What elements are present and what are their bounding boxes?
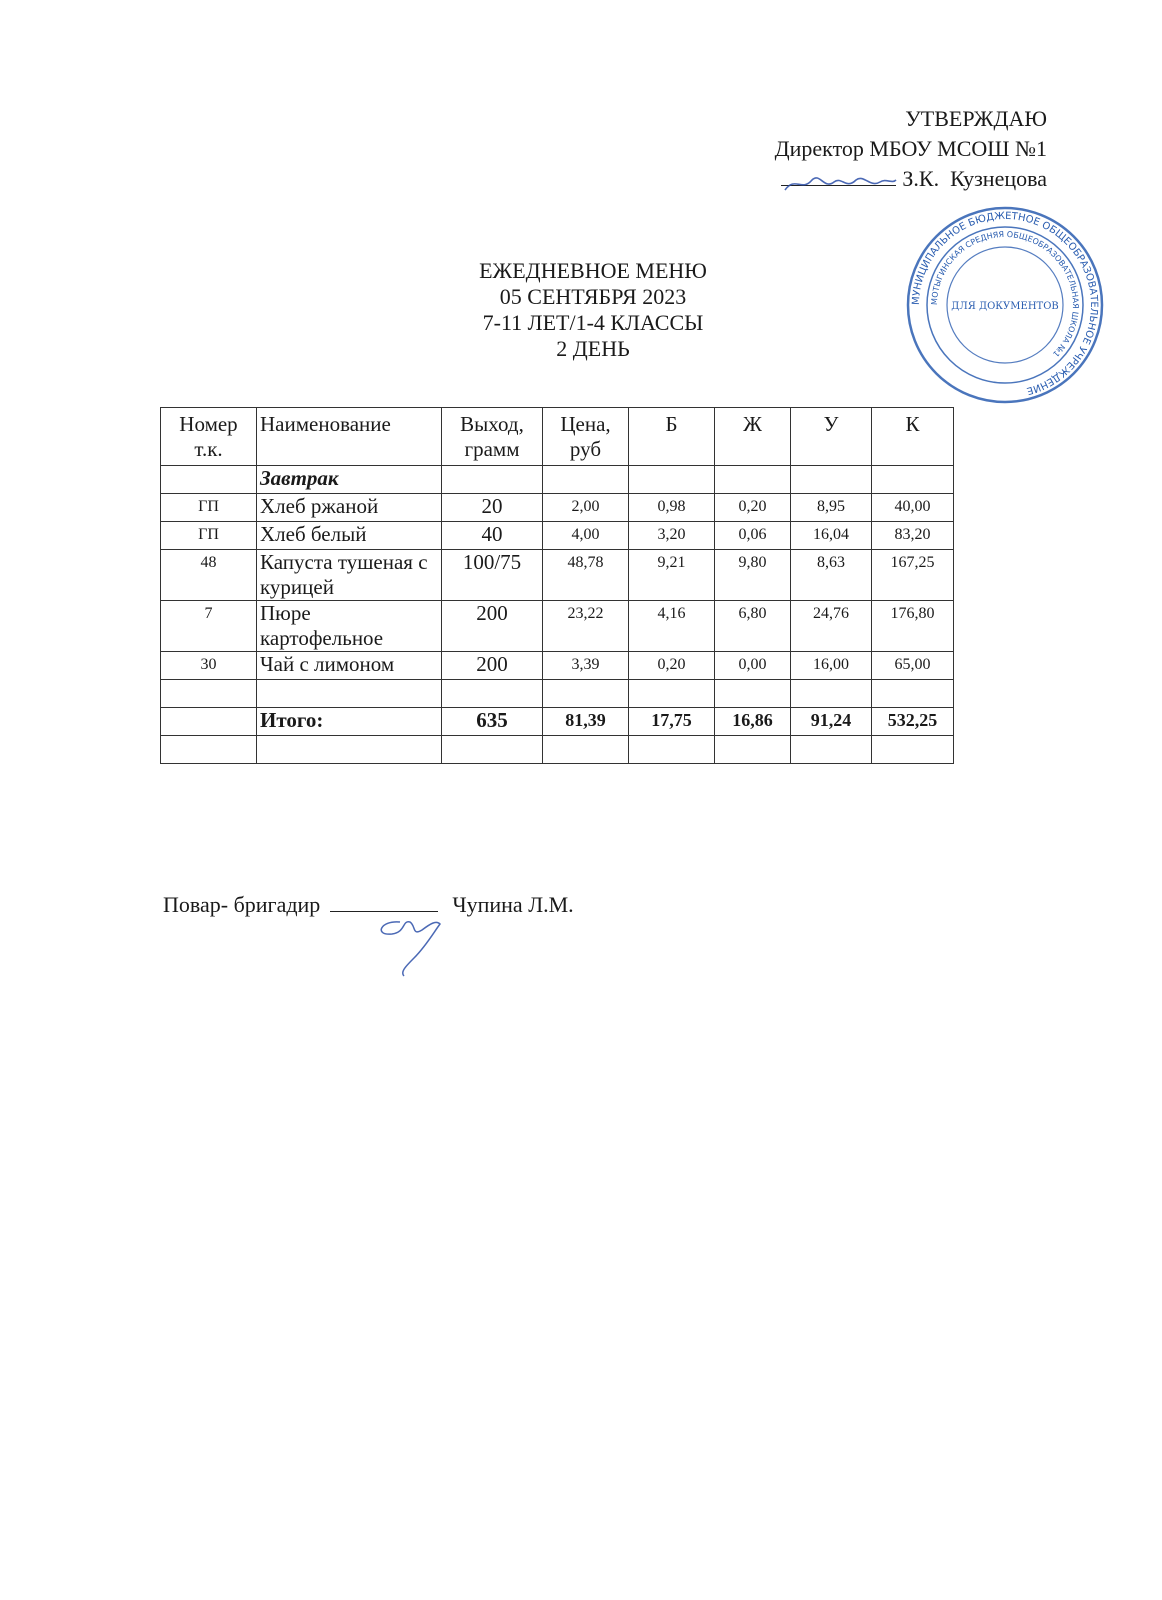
approval-name: З.К. Кузнецова [902,166,1047,191]
item-price: 3,39 [543,652,629,680]
item-carbs: 8,95 [791,494,872,522]
item-protein: 0,20 [629,652,715,680]
item-protein: 3,20 [629,522,715,550]
item-fat: 6,80 [715,601,791,652]
menu-title: ЕЖЕДНЕВНОЕ МЕНЮ [479,258,707,283]
item-weight: 40 [442,522,543,550]
empty-row [161,680,954,708]
item-kcal: 167,25 [872,550,954,601]
item-price: 4,00 [543,522,629,550]
item-kcal: 65,00 [872,652,954,680]
table-row [161,550,954,601]
col-header-name: Наименование [257,408,442,466]
item-kcal: 40,00 [872,494,954,522]
item-weight: 20 [442,494,543,522]
total-protein: 17,75 [629,708,715,736]
item-price: 2,00 [543,494,629,522]
cook-role: Повар- бригадир [163,892,321,917]
section-row [161,466,954,494]
item-fat: 0,00 [715,652,791,680]
col-header-number: Номер т.к. [161,408,257,466]
table-row [161,601,954,652]
total-row [161,708,954,736]
item-name: Хлеб белый [257,522,442,550]
approval-position: Директор МБОУ МСОШ №1 [774,136,1047,161]
item-weight: 100/75 [442,550,543,601]
item-price: 48,78 [543,550,629,601]
cook-name: Чупина Л.М. [452,892,574,917]
item-protein: 4,16 [629,601,715,652]
menu-date: 05 СЕНТЯБРЯ 2023 [499,284,687,309]
total-label: Итого: [257,708,442,736]
item-carbs: 16,04 [791,522,872,550]
total-carbs: 91,24 [791,708,872,736]
item-number: ГП [161,494,257,522]
item-kcal: 176,80 [872,601,954,652]
col-header-protein: Б [629,408,715,466]
table-row [161,522,954,550]
col-header-price: Цена, руб [543,408,629,466]
item-name: Чай с лимоном [257,652,442,680]
item-price: 23,22 [543,601,629,652]
item-carbs: 8,63 [791,550,872,601]
menu-day: 2 ДЕНЬ [556,336,630,361]
item-number: 48 [161,550,257,601]
item-carbs: 24,76 [791,601,872,652]
col-header-fat: Ж [715,408,791,466]
item-fat: 0,06 [715,522,791,550]
table-header-row [161,408,954,466]
col-header-kcal: К [872,408,954,466]
item-name: Хлеб ржаной [257,494,442,522]
seal-center-text: ДЛЯ ДОКУМЕНТОВ [951,301,1059,312]
total-kcal: 532,25 [872,708,954,736]
item-fat: 9,80 [715,550,791,601]
cook-signature-block [163,891,574,918]
total-price: 81,39 [543,708,629,736]
item-number: ГП [161,522,257,550]
menu-heading [0,258,1162,362]
item-fat: 0,20 [715,494,791,522]
item-carbs: 16,00 [791,652,872,680]
table-row [161,494,954,522]
menu-table [160,407,954,764]
total-weight: 635 [442,708,543,736]
item-kcal: 83,20 [872,522,954,550]
seal-inner-text: МОТЫГИНСКАЯ СРЕДНЯЯ ОБЩЕОБРАЗОВАТЕЛЬНАЯ ШКОЛА №1 [929,229,1081,359]
item-number: 30 [161,652,257,680]
menu-age-group: 7-11 ЛЕТ/1-4 КЛАССЫ [482,310,704,335]
seal-outer-text: МУНИЦИПАЛЬНОЕ БЮДЖЕТНОЕ ОБЩЕОБРАЗОВАТЕЛЬНОЕ УЧРЕЖДЕНИЕ [910,210,1100,397]
item-number: 7 [161,601,257,652]
item-name: Капуста тушеная с курицей [257,550,442,601]
signature-line [330,891,438,912]
item-weight: 200 [442,601,543,652]
item-protein: 9,21 [629,550,715,601]
section-title: Завтрак [257,466,442,494]
approval-title: УТВЕРЖДАЮ [905,106,1047,131]
item-name: Пюре картофельное [257,601,442,652]
col-header-carbs: У [791,408,872,466]
cook-signature [360,918,470,978]
table-row [161,652,954,680]
item-weight: 200 [442,652,543,680]
empty-row [161,736,954,764]
director-signature [780,172,900,194]
col-header-weight: Выход, грамм [442,408,543,466]
item-protein: 0,98 [629,494,715,522]
total-fat: 16,86 [715,708,791,736]
